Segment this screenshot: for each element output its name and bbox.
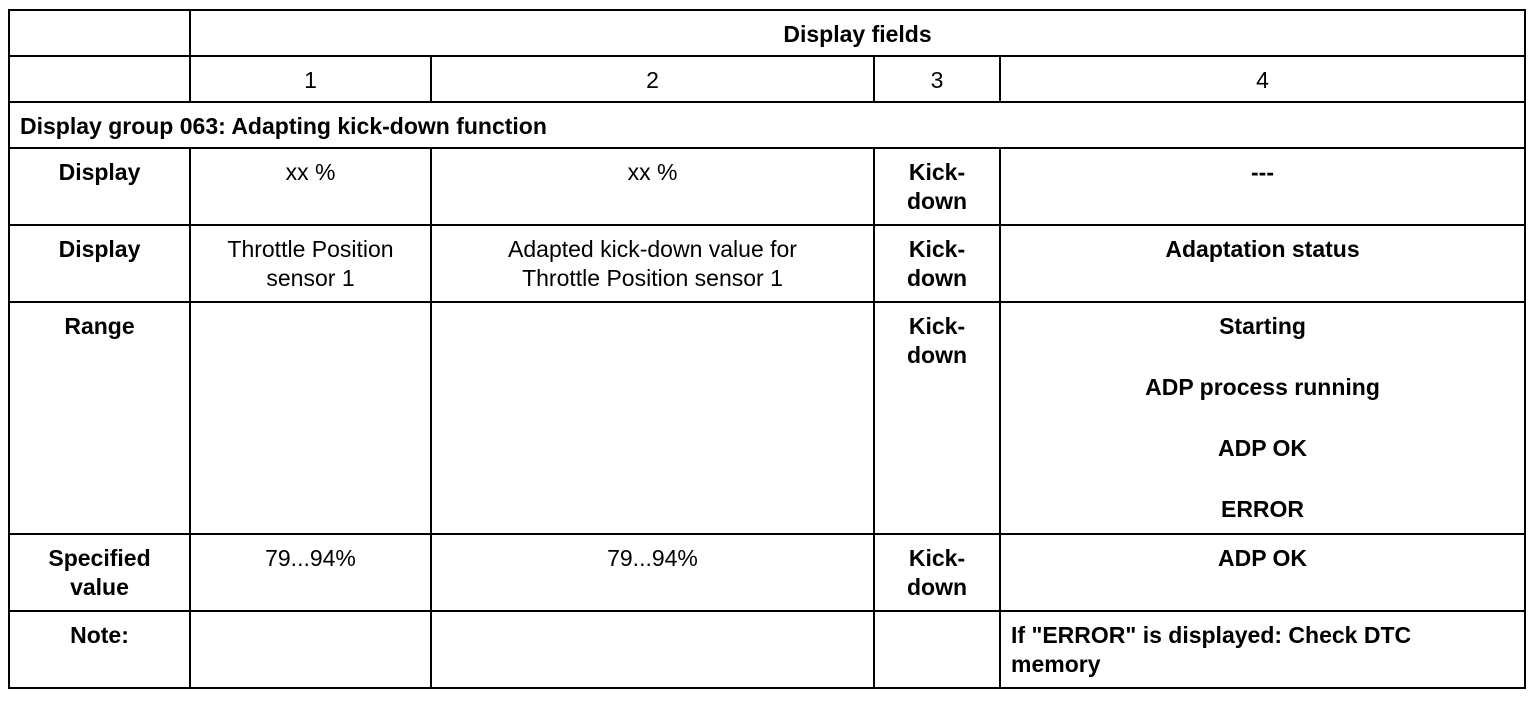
range-field-1	[190, 302, 431, 534]
table-row-range	[9, 302, 1525, 534]
header-empty-cell	[9, 10, 190, 56]
note-field-1	[190, 611, 431, 688]
throttle-sensor-line-1: Throttle Position	[227, 236, 394, 262]
group-title: Display group 063: Adapting kick-down function	[9, 102, 1525, 148]
row-label-display: Display	[9, 148, 190, 225]
kickdown-line-1: Kick-	[908, 236, 966, 262]
status-starting: Starting	[1219, 313, 1306, 339]
display1-field-1: xx %	[190, 148, 431, 225]
header-row-field-numbers	[9, 56, 1525, 102]
table-row-display-1	[9, 148, 1525, 225]
specified-field-4: ADP OK	[1000, 534, 1525, 611]
adapted-value-line-1: Adapted kick-down value for	[508, 236, 797, 262]
display1-field-3	[874, 148, 1000, 225]
range-field-2	[431, 302, 874, 534]
note-field-4	[1000, 611, 1525, 688]
specified-label-line-2: value	[70, 574, 129, 600]
field-number-3: 3	[874, 56, 1000, 102]
note-field-3	[874, 611, 1000, 688]
status-adp-ok: ADP OK	[1217, 435, 1308, 461]
note-field-2	[431, 611, 874, 688]
header-empty-cell-2	[9, 56, 190, 102]
table-row-display-2	[9, 225, 1525, 302]
header-row-display-fields	[9, 10, 1525, 56]
kickdown-line-1: Kick-	[908, 545, 966, 571]
specified-field-1: 79...94%	[190, 534, 431, 611]
display2-field-4: Adaptation status	[1000, 225, 1525, 302]
field-number-4: 4	[1000, 56, 1525, 102]
display-fields-header: Display fields	[190, 10, 1525, 56]
display-group-table	[8, 9, 1526, 689]
specified-label-line-1: Specified	[48, 545, 151, 571]
range-field-4	[1000, 302, 1525, 534]
table-row-note	[9, 611, 1525, 688]
kickdown-line-1: Kick-	[908, 159, 966, 185]
group-title-row	[9, 102, 1525, 148]
display1-field-4: ---	[1000, 148, 1525, 225]
note-text-line-1: If "ERROR" is displayed: Check DTC	[1011, 622, 1412, 648]
note-text-line-2: memory	[1011, 651, 1101, 677]
kickdown-line-2: down	[906, 265, 968, 291]
kickdown-line-2: down	[906, 342, 968, 368]
table-row-specified-value	[9, 534, 1525, 611]
throttle-sensor-line-2: sensor 1	[266, 265, 355, 291]
field-number-2: 2	[431, 56, 874, 102]
display1-field-2: xx %	[431, 148, 874, 225]
status-error: ERROR	[1220, 496, 1305, 522]
kickdown-line-1: Kick-	[908, 313, 966, 339]
kickdown-line-2: down	[906, 574, 968, 600]
row-label-display-2: Display	[9, 225, 190, 302]
display2-field-2	[431, 225, 874, 302]
range-field-3	[874, 302, 1000, 534]
row-label-note: Note:	[9, 611, 190, 688]
specified-field-2: 79...94%	[431, 534, 874, 611]
adapted-value-line-2: Throttle Position sensor 1	[522, 265, 783, 291]
adaptation-status-list	[1009, 312, 1516, 524]
field-number-1: 1	[190, 56, 431, 102]
kickdown-line-2: down	[906, 188, 968, 214]
display2-field-1	[190, 225, 431, 302]
row-label-range: Range	[9, 302, 190, 534]
display2-field-3	[874, 225, 1000, 302]
specified-field-3	[874, 534, 1000, 611]
status-adp-running: ADP process running	[1145, 374, 1380, 400]
row-label-specified-value	[9, 534, 190, 611]
